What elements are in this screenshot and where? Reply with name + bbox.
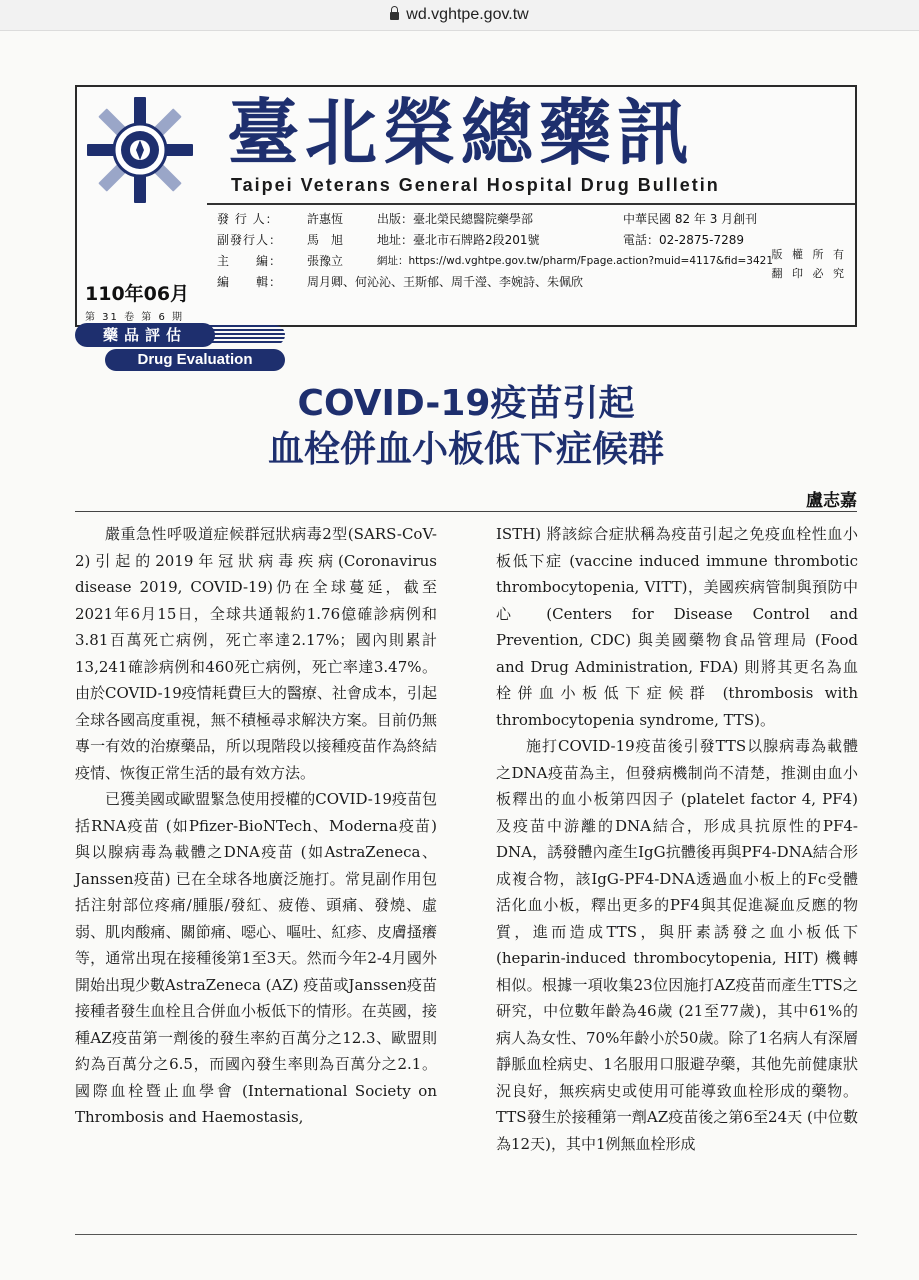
info-editors: 周月卿、何沁沁、王斯郁、周千瀅、李婉詩、朱佩欣 bbox=[307, 275, 584, 289]
info-address: 地址：臺北市石牌路2段201號 bbox=[377, 233, 540, 247]
info-row bbox=[217, 272, 777, 293]
copyright-line: 版 權 所 有 bbox=[771, 248, 847, 261]
section-label-zh: 藥品評估 bbox=[75, 323, 215, 347]
info-label: 主 編： bbox=[217, 254, 283, 268]
info-publisher: 出版：臺北榮民總醫院藥學部 bbox=[377, 212, 534, 226]
info-website-link[interactable]: 網址：https://wd.vghtpe.gov.tw/pharm/Fpage.action?muid=4117&fid=3421 bbox=[377, 255, 774, 267]
info-founded: 中華民國 82 年 3 月創刊 bbox=[623, 212, 758, 226]
info-label: 編 輯： bbox=[217, 275, 283, 289]
info-label: 副發行人： bbox=[217, 233, 283, 247]
masthead-divider bbox=[207, 203, 855, 205]
bulletin-title-zh: 臺北榮總藥訊 bbox=[227, 91, 696, 175]
bulletin-title-en: Taipei Veterans General Hospital Drug Bulletin bbox=[231, 175, 720, 195]
section-label-en: Drug Evaluation bbox=[105, 349, 285, 371]
info-label: 發 行 人： bbox=[217, 212, 279, 226]
url-text: wd.vghtpe.gov.tw bbox=[406, 6, 529, 23]
section-tag-stripes bbox=[205, 325, 285, 345]
masthead bbox=[75, 85, 857, 327]
footer-divider bbox=[75, 1234, 857, 1235]
info-value: 張豫立 bbox=[307, 254, 344, 268]
info-phone: 電話：02-2875-7289 bbox=[623, 233, 745, 247]
copyright-line: 翻 印 必 究 bbox=[771, 267, 847, 280]
masthead-info bbox=[217, 209, 777, 293]
info-value: 馬 旭 bbox=[307, 233, 344, 247]
article-title bbox=[75, 381, 857, 473]
article-author: 盧志嘉 bbox=[806, 491, 857, 511]
page bbox=[0, 31, 919, 1280]
info-row bbox=[217, 230, 777, 251]
issue-date: 110年06月 bbox=[85, 283, 190, 305]
article-title-line: COVID-19疫苗引起 bbox=[297, 383, 635, 424]
paragraph: ISTH) 將該綜合症狀稱為疫苗引起之免疫血栓性血小板低下症 (vaccine induced immune thrombotic thrombocytopenia, VITT)，美國疾病管制與預防中心 (Centers for Disease Control and Prevention, CDC) 與美國藥物食品管理局 (Food and Drug Administration, FDA) 則將其更名為血栓併血小板低下症候群 (thrombosis with thrombocytopenia syndrome, TTS)。 bbox=[496, 525, 858, 729]
article-title-line: 血栓併血小板低下症候群 bbox=[267, 429, 664, 470]
copyright-notice bbox=[772, 245, 848, 283]
info-row bbox=[217, 251, 777, 272]
paragraph: 已獲美國或歐盟緊急使用授權的COVID-19疫苗包括RNA疫苗 (如Pfizer-BioNTech、Moderna疫苗) 與以腺病毒為載體之DNA疫苗 (如AstraZeneca、Janssen疫苗) 已在全球各地廣泛施打。常見副作用包括注射部位疼痛/腫脹/發紅、疲倦、頭痛、發燒、虛弱、肌肉酸痛、關節痛、噁心、嘔吐、紅疹、皮膚搔癢等，通常出現在接種後第1至3天。然而今年2-4月國外開始出現少數AstraZeneca (AZ) 疫苗或Janssen疫苗接種者發生血栓且合併血小板低下的情形。在英國，接種AZ疫苗第一劑後的發生率約百萬分之12.3、歐盟則約為百萬分之6.5，而國內發生率則為百萬分之2.1。國際血栓暨止血學會 (International Society on Thrombosis and Haemostasis, bbox=[75, 790, 437, 1126]
paragraph: 嚴重急性呼吸道症候群冠狀病毒2型(SARS-CoV-2)引起的2019年冠狀病毒疾病(Coronavirus disease 2019, COVID-19)仍在全球蔓延，截至2021年6月15日，全球共通報約1.76億確診病例和3.81百萬死亡病例，死亡率達2.17%；國內則累計13,241確診病例和460死亡病例，死亡率達3.47%。由於COVID-19疫情耗費巨大的醫療、社會成本，引起全球各國高度重視，無不積極尋求解決方案。目前仍無專一有效的治療藥品，所以現階段以接種疫苗作為終結疫情、恢復正常生活的最有效方法。 bbox=[75, 525, 437, 782]
section-tag bbox=[75, 323, 290, 371]
browser-url-bar[interactable] bbox=[0, 0, 919, 31]
article-column-right bbox=[496, 521, 858, 1157]
info-row bbox=[217, 209, 777, 230]
paragraph: 施打COVID-19疫苗後引發TTS以腺病毒為載體之DNA疫苗為主，但發病機制尚不清楚，推測由血小板釋出的血小板第四因子 (platelet factor 4, PF4) 及疫苗中游離的DNA結合，形成具抗原性的PF4-DNA，誘發體內產生IgG抗體後再與PF4-DNA結合形成複合物，該IgG-PF4-DNA透過血小板上的Fc受體活化血小板，釋出更多的PF4與其促進凝血反應的物質，進而造成TTS，與肝素誘發之血小板低下 (heparin-induced thrombocytopenia, HIT) 機轉相似。根據一項收集23位因施打AZ疫苗而產生TTS之研究，中位數年齡為46歲 (21至77歲)，其中61%的病人為女性、70%年齡小於50歲。除了1名病人有深層靜脈血栓病史、1名服用口服避孕藥，其他先前健康狀況良好，無疾病史或使用可能導致血栓形成的藥物。TTS發生於接種第一劑AZ疫苗後之第6至24天 (中位數為12天)，其中1例無血栓形成 bbox=[496, 737, 858, 1153]
lock-icon bbox=[390, 12, 399, 20]
article-column-left bbox=[75, 521, 437, 1131]
info-value: 許惠恆 bbox=[307, 212, 344, 226]
hospital-logo-icon bbox=[85, 95, 195, 205]
issue-volume: 第 31 卷 第 6 期 bbox=[85, 312, 184, 323]
author-divider bbox=[75, 511, 857, 512]
issue-info bbox=[85, 279, 189, 323]
